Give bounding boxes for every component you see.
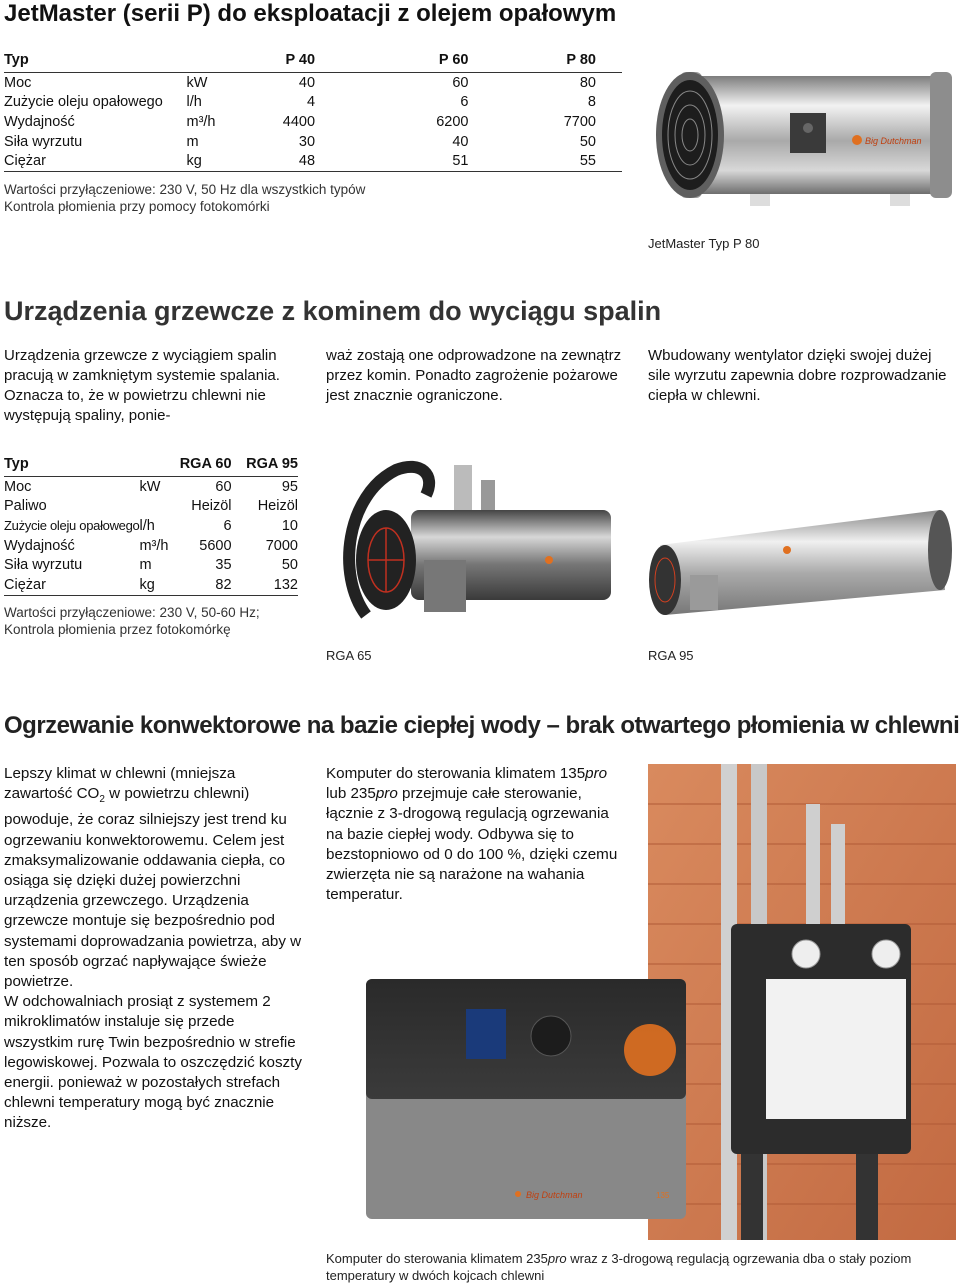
- table-cell: 30: [298, 133, 316, 150]
- table-cell: 10: [281, 517, 298, 534]
- climate-computer-photo: [326, 764, 956, 1240]
- table-cell: Siła wyrzutu: [4, 557, 83, 574]
- table-row: [4, 536, 298, 556]
- brand-logo-icon: [515, 1191, 521, 1197]
- note-line: Kontrola płomienia przez fotokomórkę: [4, 622, 231, 637]
- table-header-cell: [139, 452, 179, 477]
- table-cell: 40: [452, 133, 469, 150]
- table-header-cell: P 60: [315, 48, 468, 73]
- brand-logo-icon: [783, 546, 791, 554]
- table-cell: [139, 497, 179, 517]
- table-cell: l/h: [139, 517, 155, 534]
- table-cell: kW: [139, 478, 161, 495]
- text-fragment: Komputer do sterowania klimatem 235: [326, 1251, 548, 1266]
- table-row: [4, 575, 298, 595]
- table-header-cell: Typ: [4, 48, 186, 73]
- section-heading: Urządzenia grzewcze z kominem do wyciągu spalin: [4, 296, 662, 326]
- table-header-row: [4, 48, 622, 73]
- table-cell: m³/h: [139, 537, 169, 554]
- table-header-cell: RGA 95: [232, 452, 298, 477]
- table-cell: Siła wyrzutu: [4, 133, 83, 150]
- table-cell: Heizöl: [257, 498, 298, 515]
- table-cell: 7000: [265, 537, 298, 554]
- table-cell: Ciężar: [4, 151, 186, 171]
- connection-notes: [4, 604, 260, 638]
- table-cell: 132: [232, 575, 298, 595]
- table-row: [4, 93, 622, 113]
- brand-logo: Big Dutchman: [865, 136, 922, 146]
- jetmaster-heater-image: [640, 58, 960, 218]
- table-row: [4, 516, 298, 536]
- table-header-cell: P 40: [249, 48, 315, 73]
- table-cell: 80: [579, 74, 596, 91]
- table-row: [4, 151, 622, 171]
- gauge-icon: [624, 1024, 676, 1076]
- device-label: 135: [656, 1191, 670, 1200]
- text-column: Wbudowany wentylator dzięki swojej dużej sile wyrzutu zapewnia dobre rozprowadzanie ciepła w chlewni.: [648, 347, 947, 404]
- table-cell: Ciężar: [4, 575, 139, 595]
- text-fragment: Komputer do sterowania klimatem 135: [326, 765, 586, 782]
- table-header-cell: Typ: [4, 452, 139, 477]
- text-fragment: pro: [375, 785, 398, 803]
- text-column: Urządzenia grzewcze z wyciągiem spalin pracują w zamkniętym systemie spalania. Oznacza to, że w powietrzu chlewni nie występują spaliny, ponie-: [4, 347, 280, 424]
- subscript: 2: [99, 794, 105, 806]
- text-column: waż zostają one odprowadzone na zewnątrz przez komin. Ponadto zagrożenie pożarowe jest znacznie ograniczone.: [326, 347, 622, 404]
- text-fragment: w powietrzu chlewni) powoduje, że coraz silniejszy jest trend ku ogrzewaniu konwektorowemu. Celem jest zmaksymalizowanie oddawania ciepła, co osiąga się dzięki dużej powierzchni urządzenia grzewczego. Urządzenia grzewcze montuje się bezpośrednio pod systemami doprowadzania powietrza, aby w ten sposób ogrzać napływające świeże powietrze.: [4, 785, 302, 991]
- table-cell: 60: [215, 478, 232, 495]
- table-cell: 35: [215, 557, 232, 574]
- text-fragment: Lepszy klimat w chlewni (mniejsza zawartość CO: [4, 765, 236, 803]
- table-row: [4, 477, 298, 497]
- note-line: Kontrola płomienia przy pomocy fotokomórki: [4, 199, 270, 214]
- brand-logo-icon: [545, 556, 553, 564]
- photo-caption: [326, 1250, 956, 1284]
- table-row: [4, 555, 298, 575]
- table-cell: 50: [579, 133, 596, 150]
- text-fragment: W odchowalniach prosiąt z systemem 2 mikroklimatów instaluje się przede wszystkim rurę Twin bezpośrednio w strefie legowiskowej. Pozwala to oszczędzić koszty energii. ponieważ w pozostałych strefach chlewni temperatury mogą być znacznie niższe.: [4, 993, 302, 1132]
- brand-logo: Big Dutchman: [526, 1190, 583, 1200]
- table-cell: 6: [223, 517, 232, 534]
- table-cell: kW: [186, 74, 208, 91]
- table-cell: 82: [180, 575, 232, 595]
- table-row: [4, 497, 298, 517]
- table-cell: Paliwo: [4, 498, 47, 515]
- image-caption: RGA 65: [326, 648, 372, 663]
- table-cell: kg: [186, 151, 248, 171]
- image-caption: JetMaster Typ P 80: [648, 236, 760, 251]
- table-header-row: [4, 452, 298, 477]
- text-fragment: pro: [547, 1251, 567, 1266]
- page-title: JetMaster (serii P) do eksploatacji z olejem opałowym: [4, 0, 617, 27]
- text-fragment: przejmuje całe sterowanie, łącznie z 3-drogową regulacją ogrzewania na bazie ciepłej wody. Odbywa się to bezstopniowo od 0 do 100 %, dzięki czemu zwierzęta nie są narażone na wahania temperatur.: [326, 785, 618, 904]
- table-cell: Wydajność: [4, 537, 75, 554]
- table-cell: kg: [139, 575, 179, 595]
- table-row: [4, 112, 622, 132]
- rga95-heater-image: [640, 485, 956, 635]
- table-cell: 51: [315, 151, 468, 171]
- table-cell: 60: [452, 74, 469, 91]
- table-cell: 5600: [199, 537, 232, 554]
- text-fragment: pro: [585, 765, 608, 782]
- table-cell: 40: [298, 74, 316, 91]
- table-cell: Zużycie oleju opałowego: [4, 94, 163, 111]
- connection-notes: [4, 181, 365, 215]
- table-cell: 95: [281, 478, 298, 495]
- table-cell: 8: [587, 94, 596, 111]
- table-cell: Heizöl: [191, 498, 232, 515]
- table-cell: m: [186, 133, 199, 150]
- table-cell: Wydajność: [4, 113, 75, 130]
- brand-logo-icon: [852, 135, 862, 145]
- table-cell: 4: [306, 94, 316, 111]
- table-row: [4, 132, 622, 152]
- note-line: Wartości przyłączeniowe: 230 V, 50 Hz dla wszystkich typów: [4, 182, 366, 197]
- text-fragment: lub 235: [326, 785, 376, 803]
- table-cell: 6: [460, 94, 469, 111]
- table-cell: 6200: [436, 113, 469, 130]
- table-row: [4, 73, 622, 93]
- text-fragment: wraz z 3-drogową regulacją ogrzewania dba o stały poziom temperatury w dwóch kojcach chlewni: [326, 1251, 912, 1283]
- table-cell: 50: [281, 557, 298, 574]
- text-column: [4, 764, 304, 1134]
- image-caption: RGA 95: [648, 648, 694, 663]
- table-cell: 48: [249, 151, 315, 171]
- table-cell: 55: [469, 151, 623, 171]
- table-cell: m³/h: [186, 113, 216, 130]
- table-cell: m: [139, 557, 152, 574]
- table-cell: Moc: [4, 74, 32, 91]
- table-cell: 4400: [282, 113, 316, 130]
- rga65-heater-image: [326, 455, 636, 643]
- table-header-cell: [186, 48, 248, 73]
- section-heading: Ogrzewanie konwektorowe na bazie ciepłej wody – brak otwartego płomienia w chlewni: [4, 712, 960, 739]
- jetmaster-spec-table: [4, 48, 622, 172]
- table-cell: 7700: [563, 113, 596, 130]
- note-line: Wartości przyłączeniowe: 230 V, 50-60 Hz;: [4, 605, 260, 620]
- table-cell: l/h: [186, 94, 202, 111]
- table-cell: Zużycie oleju opałowego: [4, 518, 140, 534]
- table-header-cell: P 80: [469, 48, 623, 73]
- table-cell: Moc: [4, 478, 32, 495]
- rga-spec-table: [4, 452, 298, 596]
- table-header-cell: RGA 60: [180, 452, 232, 477]
